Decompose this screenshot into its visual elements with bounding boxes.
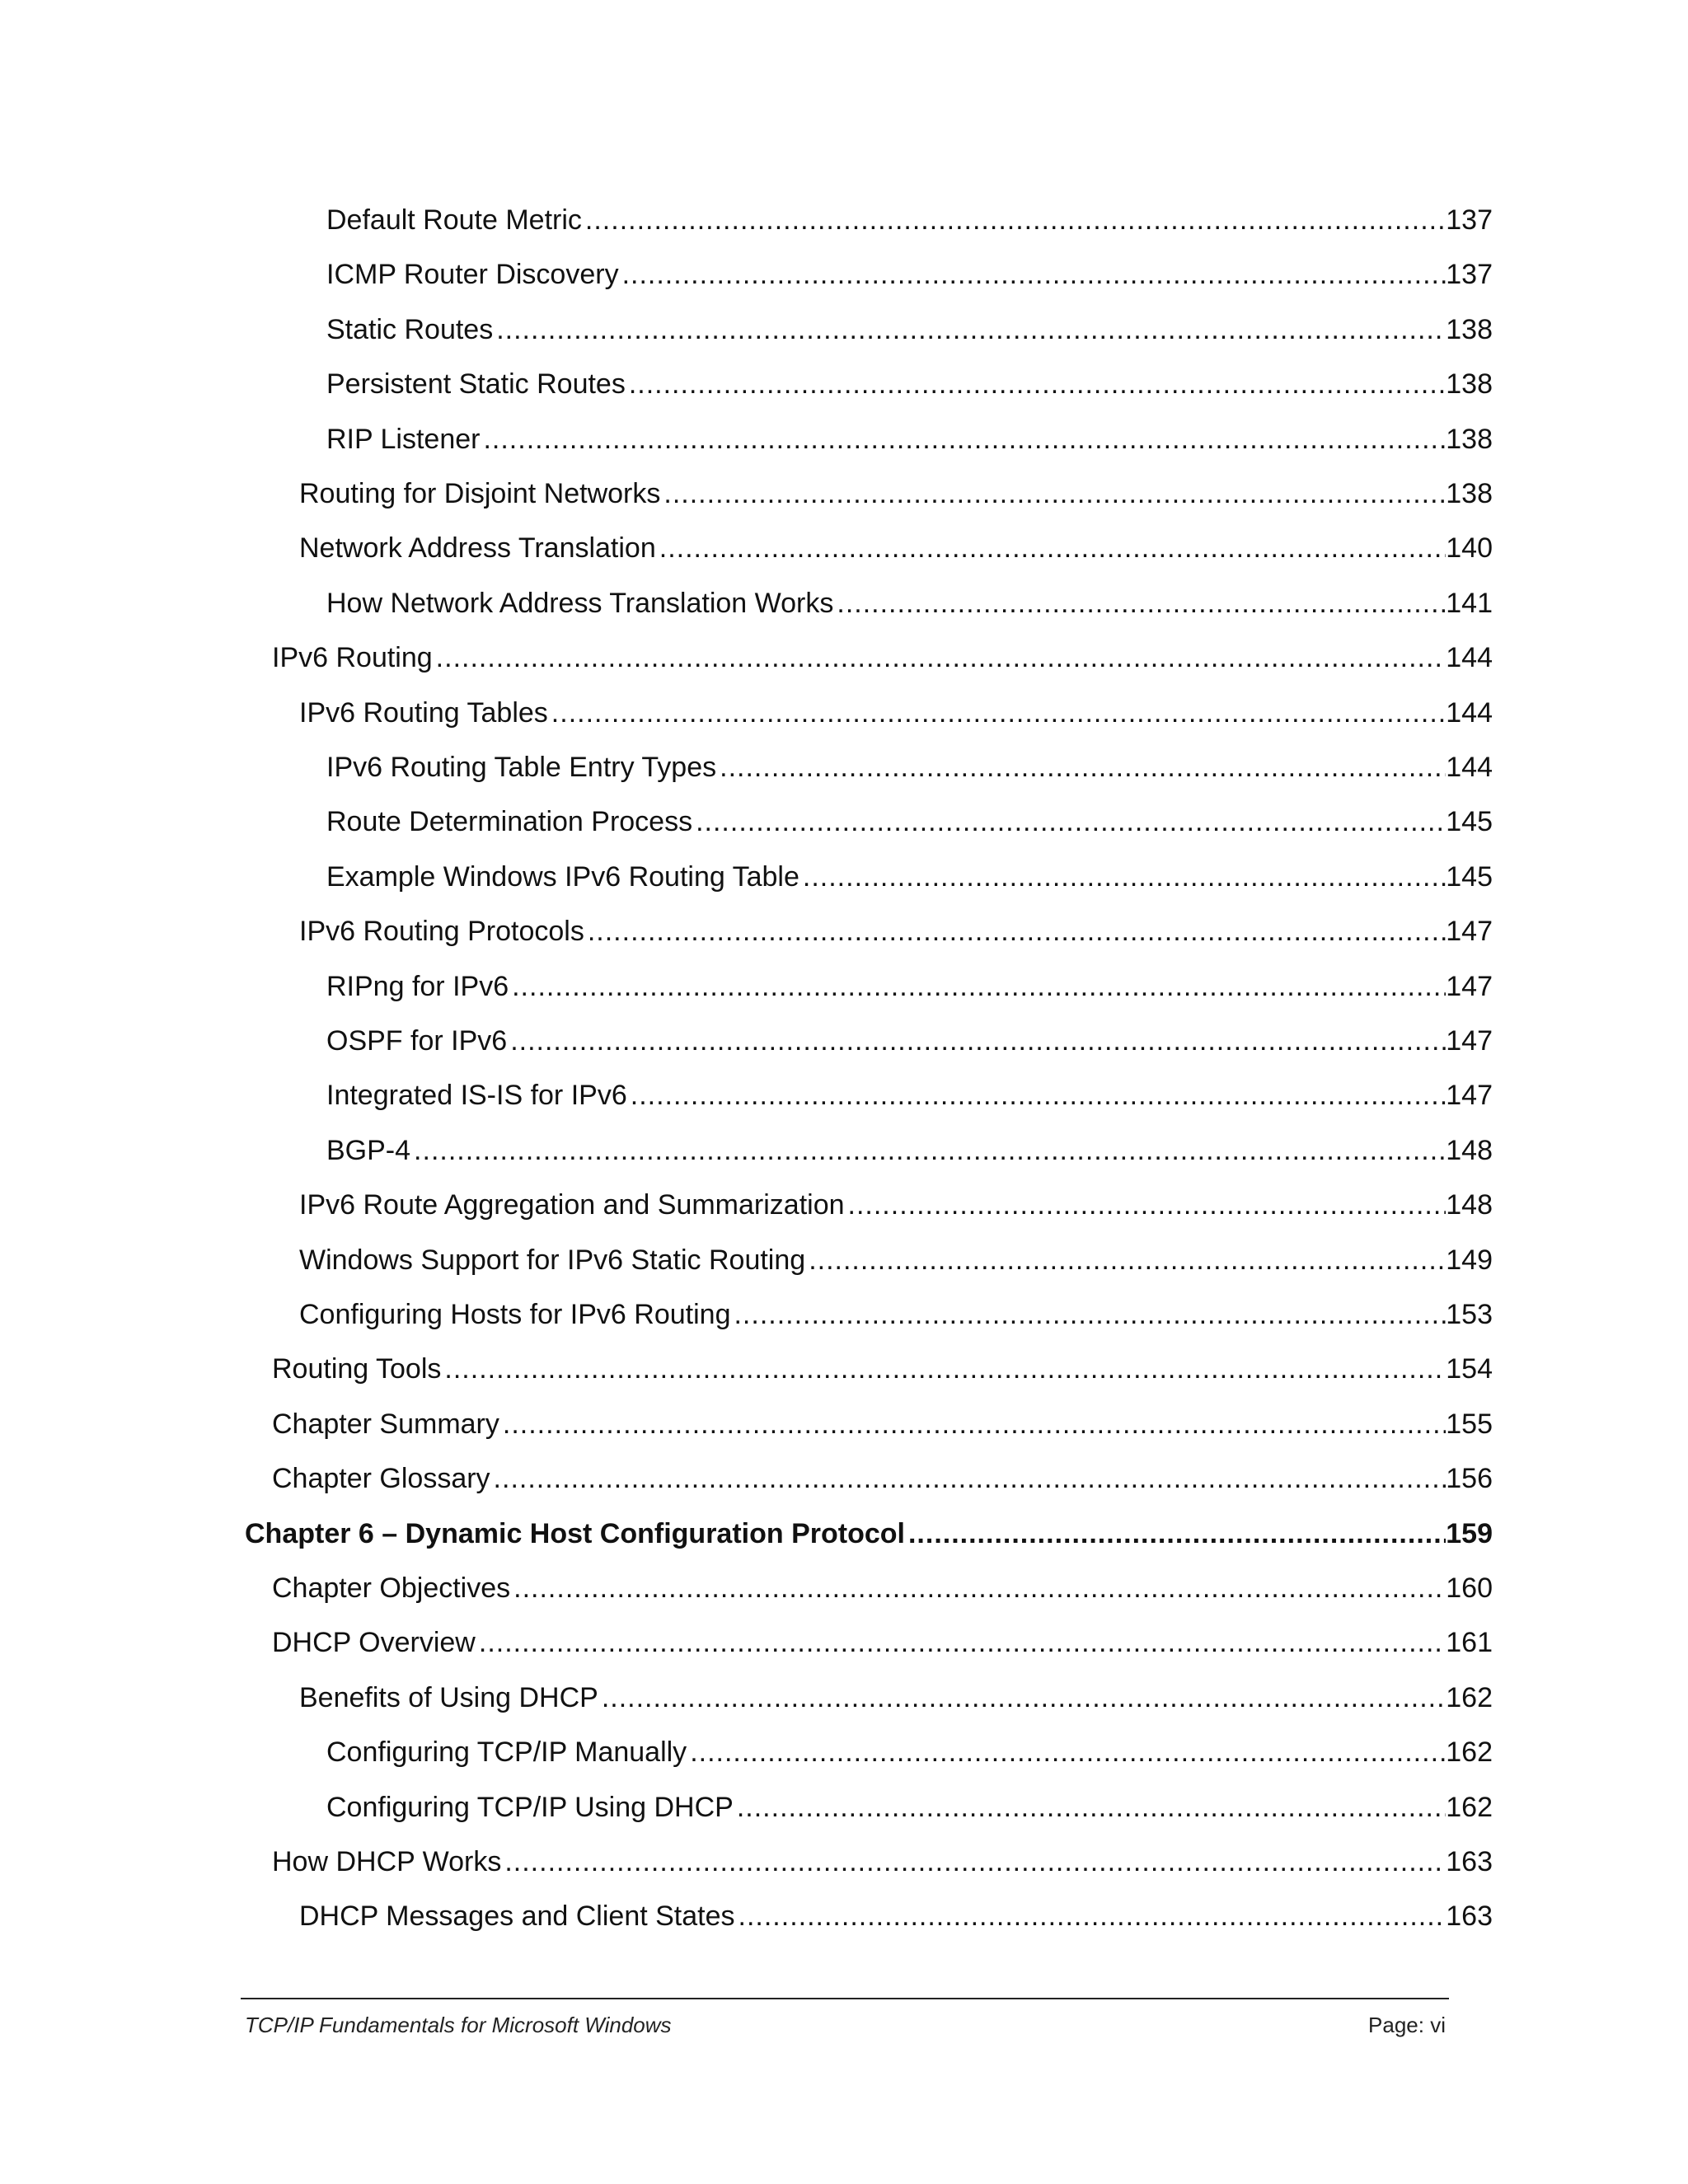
toc-dot-leader bbox=[908, 1517, 1446, 1550]
toc-entry-title: DHCP Messages and Client States bbox=[299, 1900, 735, 1932]
toc-entry-page-number: 163 bbox=[1446, 1846, 1493, 1877]
footer-document-title: TCP/IP Fundamentals for Microsoft Windows bbox=[245, 2013, 672, 2037]
toc-entry-title: ICMP Router Discovery bbox=[326, 259, 619, 290]
toc-entry[interactable] bbox=[272, 633, 1493, 674]
toc-entry[interactable] bbox=[245, 1509, 1493, 1550]
toc-entry[interactable] bbox=[272, 1454, 1493, 1495]
toc-dot-leader bbox=[504, 1845, 1446, 1878]
toc-dot-leader bbox=[738, 1900, 1447, 1933]
toc-dot-leader bbox=[585, 204, 1446, 237]
toc-dot-leader bbox=[803, 860, 1446, 893]
toc-entry[interactable] bbox=[326, 797, 1493, 838]
toc-entry-page-number: 144 bbox=[1446, 697, 1493, 729]
toc-dot-leader bbox=[513, 1572, 1446, 1605]
toc-entry-page-number: 147 bbox=[1446, 1025, 1493, 1057]
toc-entry[interactable] bbox=[272, 1344, 1493, 1385]
toc-entry-title: IPv6 Routing Table Entry Types bbox=[326, 752, 717, 783]
toc-entry-title: Windows Support for IPv6 Static Routing bbox=[299, 1244, 806, 1276]
toc-dot-leader bbox=[503, 1408, 1446, 1441]
toc-dot-leader bbox=[496, 313, 1446, 346]
toc-entry-title: IPv6 Routing Tables bbox=[299, 697, 548, 729]
toc-dot-leader bbox=[737, 1791, 1446, 1824]
toc-dot-leader bbox=[837, 587, 1446, 620]
toc-dot-leader bbox=[622, 258, 1447, 291]
toc-entry[interactable] bbox=[326, 1727, 1493, 1769]
footer-page-number: Page: vi bbox=[1368, 2013, 1446, 2037]
toc-entry-page-number: 147 bbox=[1446, 971, 1493, 1002]
toc-entry-title: Static Routes bbox=[326, 314, 494, 345]
toc-dot-leader bbox=[494, 1462, 1447, 1495]
toc-dot-leader bbox=[848, 1188, 1447, 1221]
toc-dot-leader bbox=[479, 1626, 1446, 1659]
toc-dot-leader bbox=[631, 1079, 1447, 1112]
toc-dot-leader bbox=[436, 641, 1447, 674]
toc-entry-page-number: 138 bbox=[1446, 368, 1493, 400]
toc-dot-leader bbox=[629, 368, 1446, 401]
toc-dot-leader bbox=[512, 970, 1446, 1003]
toc-entry-title: How Network Address Translation Works bbox=[326, 588, 834, 619]
toc-entry-page-number: 140 bbox=[1446, 532, 1493, 564]
toc-entry-page-number: 162 bbox=[1446, 1792, 1493, 1823]
toc-entry-page-number: 149 bbox=[1446, 1244, 1493, 1276]
toc-entry-title: BGP-4 bbox=[326, 1135, 411, 1166]
toc-entry[interactable] bbox=[326, 1783, 1493, 1824]
toc-dot-leader bbox=[602, 1681, 1446, 1714]
toc-entry-page-number: 147 bbox=[1446, 1080, 1493, 1111]
toc-entry-page-number: 148 bbox=[1446, 1135, 1493, 1166]
toc-entry-title: Example Windows IPv6 Routing Table bbox=[326, 861, 799, 893]
toc-entry-title: Persistent Static Routes bbox=[326, 368, 626, 400]
toc-dot-leader bbox=[734, 1298, 1446, 1331]
toc-entry-title: Chapter Summary bbox=[272, 1408, 499, 1440]
toc-entry[interactable] bbox=[326, 852, 1493, 893]
toc-entry[interactable] bbox=[326, 305, 1493, 346]
toc-entry-page-number: 137 bbox=[1446, 259, 1493, 290]
toc-entry[interactable] bbox=[272, 1837, 1493, 1878]
toc-entry-page-number: 147 bbox=[1446, 916, 1493, 947]
toc-dot-leader bbox=[483, 423, 1446, 456]
toc-entry-page-number: 154 bbox=[1446, 1353, 1493, 1385]
toc-entry[interactable] bbox=[272, 1618, 1493, 1659]
toc-dot-leader bbox=[414, 1134, 1446, 1167]
toc-entry[interactable] bbox=[326, 415, 1493, 456]
toc-entry-page-number: 138 bbox=[1446, 424, 1493, 455]
toc-entry-title: Network Address Translation bbox=[299, 532, 656, 564]
toc-dot-leader bbox=[663, 477, 1446, 510]
toc-entry-title: OSPF for IPv6 bbox=[326, 1025, 508, 1057]
toc-dot-leader bbox=[444, 1352, 1446, 1385]
toc-entry-page-number: 159 bbox=[1446, 1518, 1493, 1549]
toc-dot-leader bbox=[510, 1024, 1446, 1057]
toc-entry[interactable] bbox=[299, 1673, 1493, 1714]
toc-entry-page-number: 138 bbox=[1446, 478, 1493, 509]
toc-entry-page-number: 148 bbox=[1446, 1189, 1493, 1221]
toc-dot-leader bbox=[659, 532, 1447, 565]
toc-entry[interactable] bbox=[299, 469, 1493, 510]
toc-entry[interactable] bbox=[326, 579, 1493, 620]
toc-entry-page-number: 144 bbox=[1446, 752, 1493, 783]
toc-entry-page-number: 156 bbox=[1446, 1463, 1493, 1494]
toc-entry[interactable] bbox=[326, 1016, 1493, 1057]
toc-entry[interactable] bbox=[326, 962, 1493, 1003]
toc-entry[interactable] bbox=[272, 1399, 1493, 1441]
toc-entry-title: Configuring Hosts for IPv6 Routing bbox=[299, 1299, 731, 1330]
toc-entry[interactable] bbox=[299, 523, 1493, 565]
toc-entry-page-number: 144 bbox=[1446, 642, 1493, 673]
toc-dot-leader bbox=[551, 696, 1446, 729]
toc-dot-leader bbox=[690, 1736, 1446, 1769]
toc-entry[interactable] bbox=[299, 1180, 1493, 1221]
toc-entry-page-number: 145 bbox=[1446, 806, 1493, 837]
toc-entry[interactable] bbox=[299, 907, 1493, 948]
toc-entry-title: Configuring TCP/IP Using DHCP bbox=[326, 1792, 734, 1823]
toc-entry[interactable] bbox=[326, 195, 1493, 237]
toc-entry-title: Chapter 6 – Dynamic Host Configuration Protocol bbox=[245, 1518, 905, 1549]
toc-entry-page-number: 138 bbox=[1446, 314, 1493, 345]
toc-entry-page-number: 141 bbox=[1446, 588, 1493, 619]
toc-entry[interactable] bbox=[272, 1563, 1493, 1605]
toc-dot-leader bbox=[809, 1244, 1446, 1277]
toc-entry-page-number: 155 bbox=[1446, 1408, 1493, 1440]
toc-entry-page-number: 153 bbox=[1446, 1299, 1493, 1330]
toc-entry[interactable] bbox=[326, 250, 1493, 291]
toc-entry-title: Routing Tools bbox=[272, 1353, 442, 1385]
toc-entry-page-number: 162 bbox=[1446, 1682, 1493, 1713]
toc-entry[interactable] bbox=[326, 359, 1493, 401]
toc-entry[interactable] bbox=[326, 743, 1493, 784]
toc-entry[interactable] bbox=[326, 1126, 1493, 1167]
toc-entry[interactable] bbox=[299, 1235, 1493, 1277]
toc-entry-title: RIP Listener bbox=[326, 424, 481, 455]
toc-entry-title: Chapter Glossary bbox=[272, 1463, 490, 1494]
toc-entry-title: IPv6 Routing Protocols bbox=[299, 916, 584, 947]
toc-entry-title: Integrated IS-IS for IPv6 bbox=[326, 1080, 627, 1111]
toc-entry-page-number: 137 bbox=[1446, 204, 1493, 236]
toc-entry-page-number: 162 bbox=[1446, 1736, 1493, 1768]
toc-entry-page-number: 163 bbox=[1446, 1900, 1493, 1932]
toc-entry-title: Chapter Objectives bbox=[272, 1572, 511, 1604]
toc-entry-page-number: 161 bbox=[1446, 1627, 1493, 1658]
toc-entry-page-number: 145 bbox=[1446, 861, 1493, 893]
toc-entry-title: IPv6 Route Aggregation and Summarization bbox=[299, 1189, 845, 1221]
toc-entry[interactable] bbox=[299, 1891, 1493, 1933]
toc-entry-title: RIPng for IPv6 bbox=[326, 971, 509, 1002]
toc-entry[interactable] bbox=[299, 1290, 1493, 1331]
toc-entry-title: Default Route Metric bbox=[326, 204, 582, 236]
toc-dot-leader bbox=[720, 751, 1446, 784]
toc-entry-title: Routing for Disjoint Networks bbox=[299, 478, 661, 509]
toc-entry-title: IPv6 Routing bbox=[272, 642, 433, 673]
toc-entry-title: Benefits of Using DHCP bbox=[299, 1682, 598, 1713]
toc-entry-page-number: 160 bbox=[1446, 1572, 1493, 1604]
toc-entry-title: Route Determination Process bbox=[326, 806, 693, 837]
toc-entry[interactable] bbox=[299, 688, 1493, 729]
toc-entry-title: How DHCP Works bbox=[272, 1846, 502, 1877]
toc-dot-leader bbox=[696, 805, 1446, 838]
toc-entry-title: DHCP Overview bbox=[272, 1627, 476, 1658]
toc-entry[interactable] bbox=[326, 1071, 1493, 1112]
footer-divider bbox=[241, 1998, 1449, 1999]
toc-entry-title: Configuring TCP/IP Manually bbox=[326, 1736, 687, 1768]
toc-dot-leader bbox=[588, 915, 1446, 948]
